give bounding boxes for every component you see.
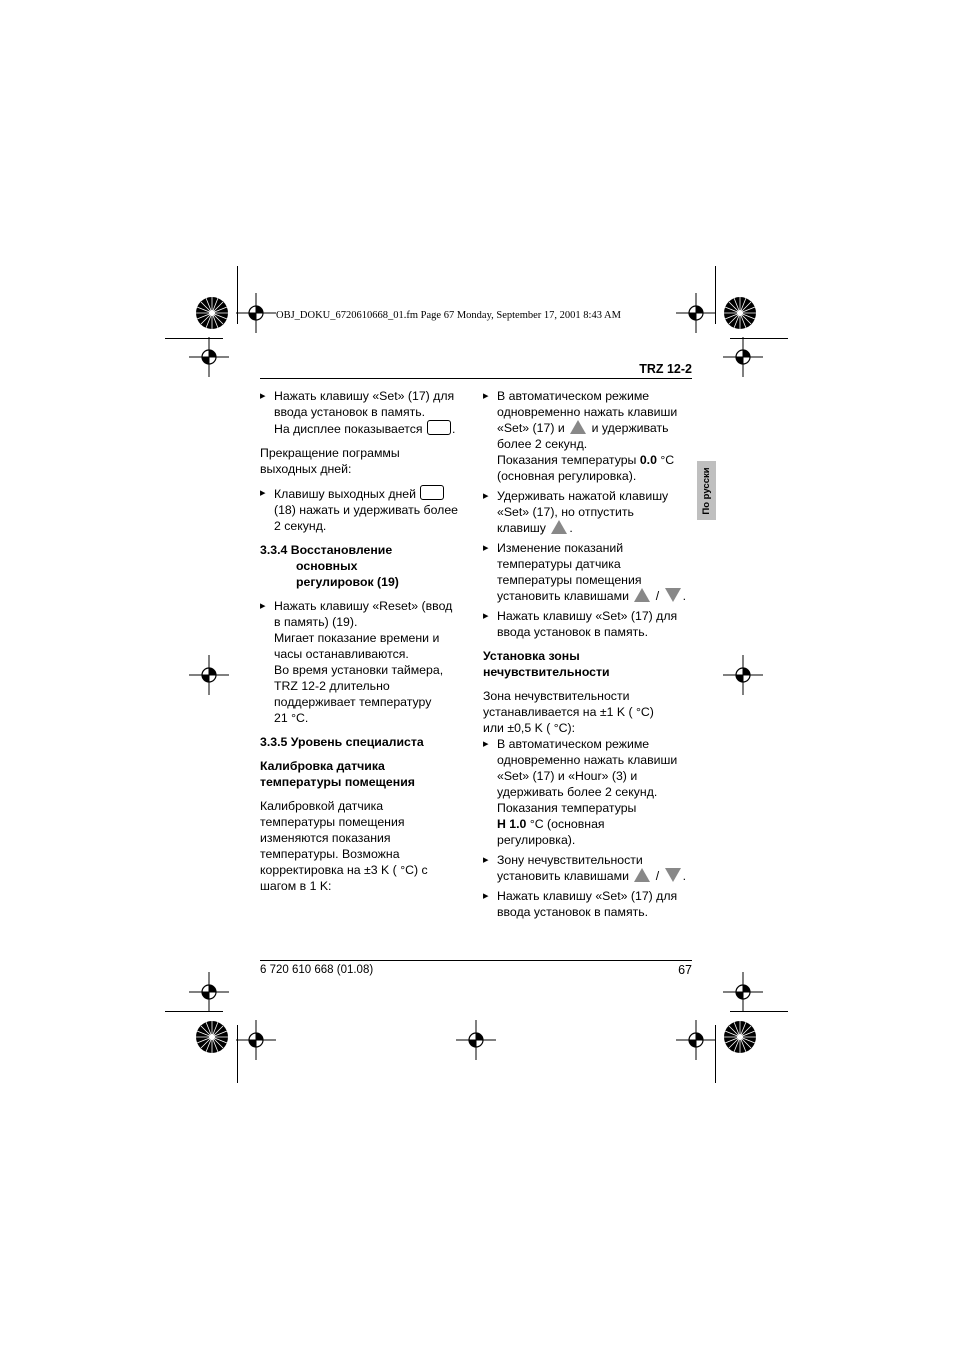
left-column — [260, 388, 470, 894]
page-number: 67 — [678, 963, 692, 977]
paragraph: Калибровкой датчика температуры помещения изменяются показания температуры. Возможна корректировка на ±3 K ( °C) с шагом в 1 K: — [260, 799, 428, 893]
list-item: ▸ Нажать клавишу «Set» (17) для ввода установок в память. На дисплее показывается . — [260, 388, 470, 437]
up-arrow-key-icon — [551, 520, 567, 534]
down-arrow-key-icon — [665, 588, 681, 602]
list-item: ▸ Нажать клавишу «Set» (17) для ввода установок в память. — [483, 888, 693, 920]
header-rule — [260, 378, 692, 379]
list-item: ▸ В автоматическом режиме одновременно нажать клавиши «Set» (17) и и удерживать более 2 секунд. Показания температуры 0.0 °C (основная регулировка). — [483, 388, 693, 484]
up-arrow-key-icon — [570, 420, 586, 434]
list-item: ▸ Нажать клавишу «Reset» (ввод в память) (19). Мигает показание времени и часы останавливаются. Во время установки таймера, TRZ 12-2 длительно поддерживает температуру 21 °C. — [260, 598, 470, 726]
file-header: OBJ_DOKU_6720610668_01.fm Page 67 Monday, September 17, 2001 8:43 AM — [276, 310, 621, 321]
footer-rule — [260, 960, 692, 961]
section-heading-3-3-5: 3.3.5 Уровень специалиста — [260, 735, 424, 749]
subheading-deadband: Установка зоны нечувствительности — [483, 649, 610, 679]
list-item: ▸ Клавишу выходных дней (18) нажать и удерживать более 2 секунд. — [260, 485, 470, 534]
up-arrow-key-icon — [634, 868, 650, 882]
list-item: ▸ В автоматическом режиме одновременно нажать клавиши «Set» (17) и «Hour» (3) и удерживать более 2 секунд. Показания температуры H 1.0 °C (основная регулировка). — [483, 736, 693, 848]
weekend-key-icon — [420, 485, 444, 500]
paragraph: Прекращение пограммы выходных дней: — [260, 446, 400, 476]
down-arrow-key-icon — [665, 868, 681, 882]
subheading-calibration: Калибровка датчика температуры помещения — [260, 759, 415, 789]
doc-title: TRZ 12-2 — [639, 362, 692, 376]
document-number: 6 720 610 668 (01.08) — [260, 964, 374, 976]
section-heading-3-3-4: 3.3.4 Восстановление основных регулировок (19) — [260, 543, 399, 589]
up-arrow-key-icon — [634, 588, 650, 602]
list-item: ▸ Изменение показаний температуры датчика температуры помещения установить клавишами / . — [483, 540, 693, 604]
list-item: ▸ Удерживать нажатой клавишу «Set» (17), но отпустить клавишу . — [483, 488, 693, 536]
list-item: ▸ Зону нечувствительности установить клавишами / . — [483, 852, 693, 884]
list-item: ▸ Нажать клавишу «Set» (17) для ввода установок в память. — [483, 608, 693, 640]
right-column — [483, 388, 693, 920]
language-tab: По русски — [697, 461, 716, 520]
display-weekend-icon — [427, 420, 451, 435]
paragraph: Зона нечувствительности устанавливается на ±1 K ( °C) или ±0,5 K ( °C): — [483, 689, 654, 735]
